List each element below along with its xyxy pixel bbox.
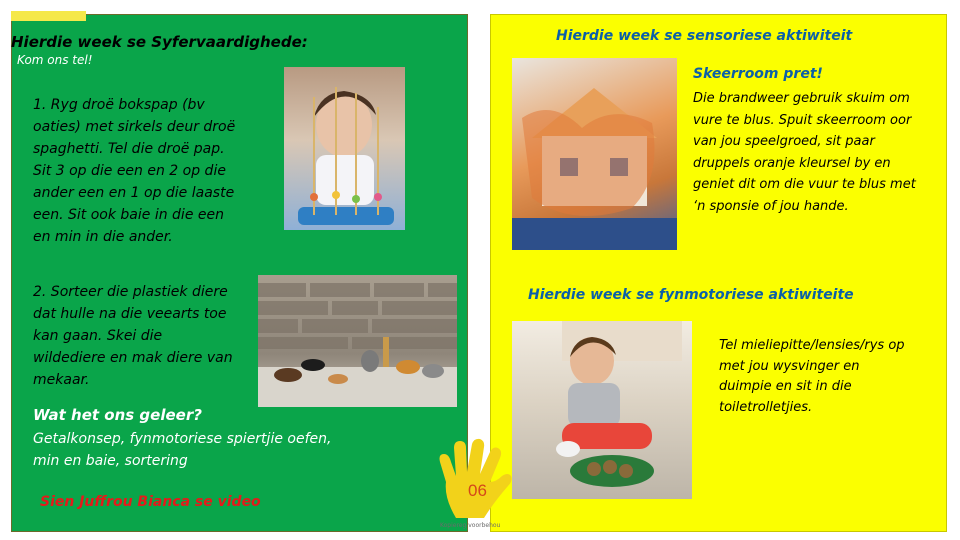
sensory-activity-body: Die brandweer gebruik skuim om vure te blus. Spuit skeerroom oor van jou speelgroed, sit paar druppels oranje kleursel by en geniet dit om die vuur te blus met ‘n sponsie of jou hande. <box>693 91 916 214</box>
sensory-activity-title: Hierdie week se sensoriese aktiwiteit <box>556 28 853 44</box>
page-number: 06 <box>468 481 487 500</box>
fine-motor-body: Tel mieliepitte/lensies/rys op met jou wysvinger en duimpie en sit in die toiletrolletjies. <box>719 338 905 415</box>
math-skills-title: Hierdie week se Syfervaardighede: <box>11 33 308 51</box>
photo-boy-sorting-grains <box>512 321 692 499</box>
fine-motor-title: Hierdie week se fynmotoriese aktiwiteite <box>528 287 854 303</box>
photo-shaving-foam-house <box>512 58 677 250</box>
photo-child-threading-cereal <box>284 67 405 230</box>
photo-plastic-animals <box>258 275 457 407</box>
sensory-activity-subtitle: Skeerroom pret! <box>693 66 823 82</box>
activity-item-2: 2. Sorteer die plastiek diere dat hulle na die veearts toe kan gaan. Skei die wildediere en mak diere van mekaar. <box>33 284 233 388</box>
top-accent-strip <box>11 11 86 21</box>
video-link[interactable]: Sien Juffrou Bianca se video <box>40 494 261 510</box>
activity-item-1: 1. Ryg droë bokspap (bv oaties) met sirkels deur droë spaghetti. Tel die droë pap. Sit 3 op die een en 2 op die ander een en 1 op die laaste een. Sit ook baie in die een en min in die ander. <box>33 97 236 245</box>
hand-icon <box>434 438 514 520</box>
learned-body: Getalkonsep, fynmotoriese spiertjie oefen, min en baie, sortering <box>33 431 332 469</box>
copyright-footnote: Kopiereg voorbehou <box>440 522 501 529</box>
learned-title: Wat het ons geleer? <box>33 406 202 424</box>
math-skills-subtitle: Kom ons tel! <box>17 53 93 67</box>
